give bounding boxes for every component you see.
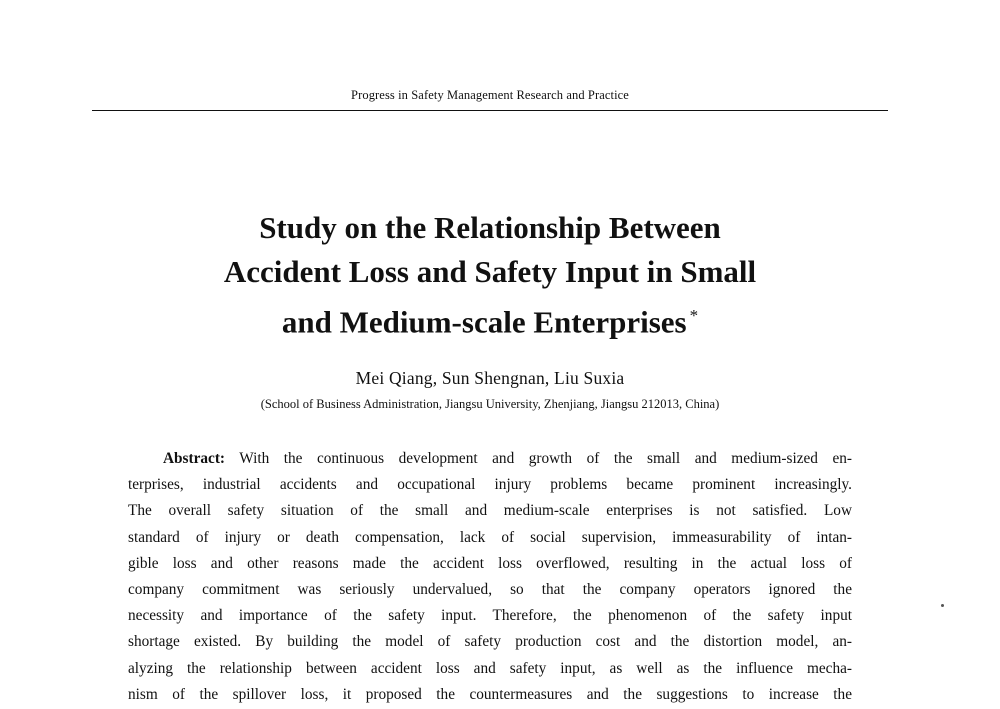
abstract-line-1 bbox=[128, 446, 852, 472]
running-head: Progress in Safety Management Research and Practice bbox=[351, 88, 629, 102]
abstract bbox=[128, 446, 852, 708]
paper-title bbox=[92, 206, 888, 344]
title-line-3-text: and Medium-scale Enterprises bbox=[281, 304, 687, 340]
title-line-2: Accident Loss and Safety Input in Small bbox=[223, 254, 757, 289]
abstract-line-5: gible loss and other reasons made the accident loss overflowed, resulting in the actual loss of bbox=[128, 554, 852, 572]
abstract-line-4: standard of injury or death compensation, lack of social supervision, immeasurability of intan- bbox=[128, 528, 852, 546]
abstract-line-1-text: With the continuous development and growth of the small and medium-sized en- bbox=[239, 450, 852, 467]
authors: Mei Qiang, Sun Shengnan, Liu Suxia bbox=[355, 368, 625, 388]
title-line-3 bbox=[92, 294, 888, 344]
abstract-line-10: nism of the spillover loss, it proposed the countermeasures and the suggestions to increase the bbox=[128, 685, 852, 703]
abstract-line-6: company commitment was seriously undervalued, so that the company operators ignored the bbox=[128, 581, 852, 599]
affiliation: (School of Business Administration, Jiangsu University, Zhenjiang, Jiangsu 212013, China) bbox=[260, 397, 720, 411]
margin-speck bbox=[941, 604, 944, 607]
title-footnote-mark: * bbox=[689, 306, 699, 325]
title-line-1: Study on the Relationship Between bbox=[259, 210, 721, 245]
abstract-line-9: alyzing the relationship between accident loss and safety input, as well as the influence mecha- bbox=[128, 659, 852, 677]
abstract-line-8: shortage existed. By building the model of safety production cost and the distortion model, an- bbox=[128, 633, 852, 651]
abstract-line-3: The overall safety situation of the small and medium-scale enterprises is not satisfied. Low bbox=[128, 502, 852, 520]
abstract-line-7: necessity and importance of the safety input. Therefore, the phenomenon of the safety input bbox=[128, 607, 852, 625]
abstract-label: Abstract: bbox=[163, 450, 226, 467]
abstract-line-2: terprises, industrial accidents and occupational injury problems became prominent increasingly. bbox=[128, 476, 852, 494]
header-rule bbox=[92, 110, 888, 111]
